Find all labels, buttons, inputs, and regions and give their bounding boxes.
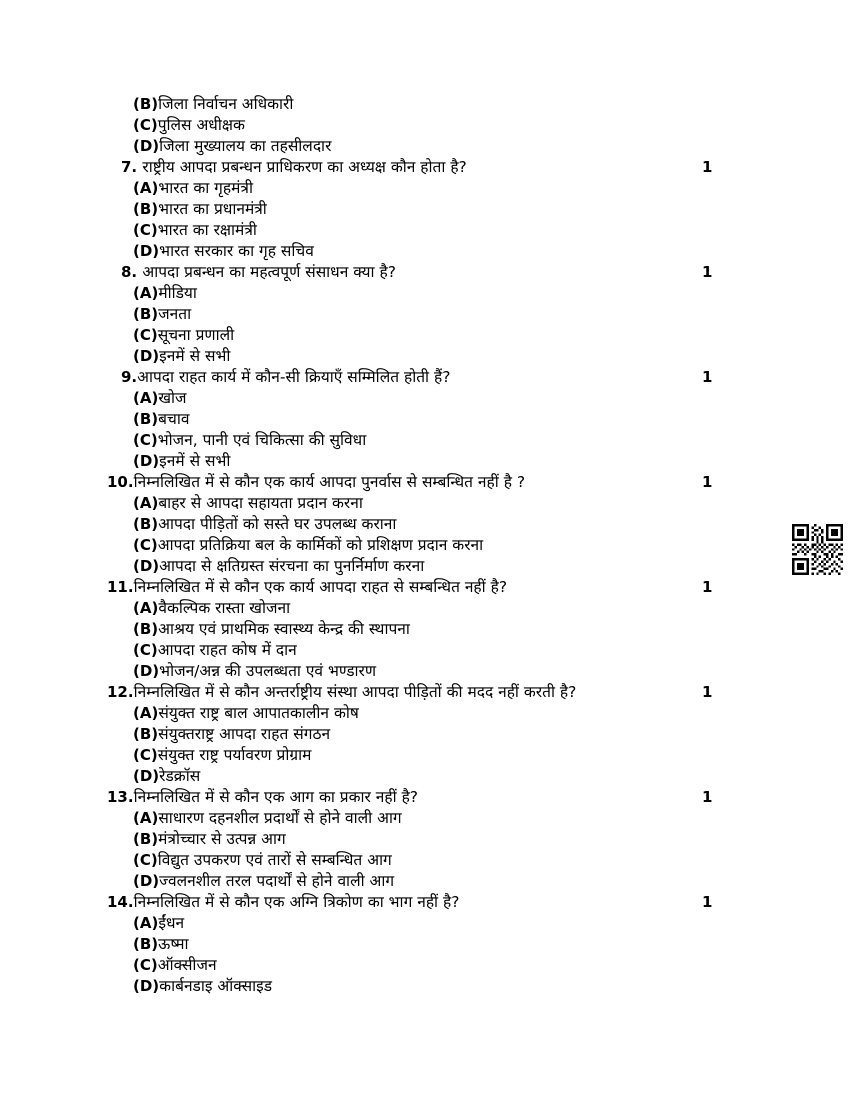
option-text: भारत का रक्षामंत्री: [157, 221, 257, 239]
option-label: (D): [133, 347, 160, 365]
question-line: [0, 367, 850, 388]
question-line: [0, 157, 850, 178]
question-number: 7.: [121, 158, 143, 176]
question-text: निम्नलिखित में से कौन एक आग का प्रकार नहीं है?: [133, 788, 419, 806]
option-text: ऊष्मा: [158, 935, 189, 953]
question-text: निम्नलिखित में से कौन एक अग्नि त्रिकोण का भाग नहीं है?: [133, 893, 460, 911]
option-line: [0, 829, 850, 850]
option-label: (B): [133, 620, 159, 638]
option-label: (C): [133, 536, 158, 554]
option-label: (A): [133, 284, 159, 302]
option-line: [0, 850, 850, 871]
option-line: [0, 598, 850, 619]
option-label: (B): [133, 515, 159, 533]
option-label: (D): [133, 977, 160, 995]
option-text: कार्बनडाइ ऑक्साइड: [159, 977, 272, 995]
option-line: [0, 94, 850, 115]
question-line: [0, 577, 850, 598]
option-label: (D): [133, 452, 160, 470]
option-text: भोजन, पानी एवं चिकित्सा की सुविधा: [157, 431, 367, 449]
option-label: (C): [133, 326, 158, 344]
option-label: (A): [133, 809, 159, 827]
question-number: 8.: [121, 263, 143, 281]
option-line: [0, 808, 850, 829]
option-text: मीडिया: [158, 284, 197, 302]
option-line: [0, 409, 850, 430]
option-text: ज्वलनशील तरल पदार्थों से होने वाली आग: [159, 872, 395, 890]
question-number: 11.: [107, 578, 134, 596]
option-text: इनमें से सभी: [159, 452, 231, 470]
marks-value: 1: [702, 788, 713, 806]
option-line: [0, 136, 850, 157]
option-label: (D): [133, 137, 160, 155]
option-label: (A): [133, 704, 159, 722]
option-line: [0, 241, 850, 262]
option-label: (A): [133, 389, 159, 407]
question-text: निम्नलिखित में से कौन एक कार्य आपदा राहत से सम्बन्धित नहीं है?: [133, 578, 508, 596]
option-text: जनता: [158, 305, 192, 323]
option-text: भोजन/अन्न की उपलब्धता एवं भण्डारण: [159, 662, 377, 680]
option-line: [0, 220, 850, 241]
option-label: (A): [133, 179, 159, 197]
option-label: (D): [133, 767, 160, 785]
option-label: (A): [133, 494, 159, 512]
marks-value: 1: [702, 683, 713, 701]
question-line: [0, 472, 850, 493]
question-number: 12.: [107, 683, 134, 701]
marks-value: 1: [702, 473, 713, 491]
option-text: सूचना प्रणाली: [157, 326, 235, 344]
option-line: [0, 283, 850, 304]
option-label: (B): [133, 725, 159, 743]
option-line: [0, 976, 850, 997]
question-number: 14.: [107, 893, 134, 911]
option-label: (B): [133, 410, 159, 428]
marks-value: 1: [702, 578, 713, 596]
option-line: [0, 913, 850, 934]
option-line: [0, 451, 850, 472]
question-text: आपदा राहत कार्य में कौन-सी क्रियाएँ सम्मिलित होती हैं?: [137, 368, 451, 386]
option-text: जिला मुख्यालय का तहसीलदार: [159, 137, 332, 155]
question-line: [0, 787, 850, 808]
option-line: [0, 535, 850, 556]
option-text: भारत का गृहमंत्री: [158, 179, 253, 197]
option-line: [0, 493, 850, 514]
option-text: भारत का प्रधानमंत्री: [158, 200, 267, 218]
option-text: जिला निर्वाचन अधिकारी: [158, 95, 294, 113]
option-line: [0, 514, 850, 535]
option-label: (C): [133, 116, 158, 134]
option-text: खोज: [158, 389, 187, 407]
option-line: [0, 346, 850, 367]
option-text: संयुक्त राष्ट्र बाल आपातकालीन कोष: [158, 704, 359, 722]
option-label: (D): [133, 872, 160, 890]
option-line: [0, 871, 850, 892]
option-text: संयुक्तराष्ट्र आपदा राहत संगठन: [158, 725, 331, 743]
option-text: रेडक्रॉस: [159, 767, 201, 785]
marks-value: 1: [702, 368, 713, 386]
option-text: आश्रय एवं प्राथमिक स्वास्थ्य केन्द्र की स्थापना: [158, 620, 410, 638]
marks-value: 1: [702, 158, 713, 176]
option-label: (C): [133, 641, 158, 659]
option-label: (D): [133, 242, 160, 260]
option-label: (B): [133, 935, 159, 953]
option-text: इनमें से सभी: [159, 347, 231, 365]
option-text: ऑक्सीजन: [157, 956, 217, 974]
questions-area: [0, 94, 850, 997]
option-line: [0, 766, 850, 787]
option-label: (A): [133, 914, 159, 932]
question-number: 9.: [121, 368, 138, 386]
qr-code: [792, 524, 843, 575]
option-label: (D): [133, 557, 160, 575]
question-line: [0, 892, 850, 913]
option-line: [0, 199, 850, 220]
option-text: पुलिस अधीक्षक: [157, 116, 245, 134]
question-text: आपदा प्रबन्धन का महत्वपूर्ण संसाधन क्या है?: [142, 263, 396, 281]
option-text: आपदा से क्षतिग्रस्त संरचना का पुनर्निर्माण करना: [159, 557, 425, 575]
question-line: [0, 262, 850, 283]
option-text: आपदा प्रतिक्रिया बल के कार्मिकों को प्रशिक्षण प्रदान करना: [157, 536, 484, 554]
option-line: [0, 388, 850, 409]
option-text: बचाव: [158, 410, 190, 428]
option-label: (C): [133, 431, 158, 449]
option-label: (A): [133, 599, 159, 617]
option-line: [0, 955, 850, 976]
option-line: [0, 745, 850, 766]
option-line: [0, 304, 850, 325]
option-line: [0, 430, 850, 451]
option-text: वैकल्पिक रास्ता खोजना: [158, 599, 291, 617]
option-text: आपदा पीड़ितों को सस्ते घर उपलब्ध कराना: [158, 515, 397, 533]
option-line: [0, 703, 850, 724]
option-label: (C): [133, 221, 158, 239]
option-line: [0, 619, 850, 640]
question-line: [0, 682, 850, 703]
question-text: निम्नलिखित में से कौन अन्तर्राष्ट्रीय संस्था आपदा पीड़ितों की मदद नहीं करती है?: [133, 683, 577, 701]
marks-value: 1: [702, 893, 713, 911]
option-line: [0, 556, 850, 577]
option-text: साधारण दहनशील प्रदार्थों से होने वाली आग: [158, 809, 402, 827]
option-line: [0, 325, 850, 346]
option-label: (D): [133, 662, 160, 680]
option-label: (B): [133, 95, 159, 113]
option-label: (B): [133, 830, 159, 848]
question-text: राष्ट्रीय आपदा प्रबन्धन प्राधिकरण का अध्यक्ष कौन होता है?: [142, 158, 467, 176]
option-text: विद्युत उपकरण एवं तारों से सम्बन्धित आग: [157, 851, 392, 869]
option-label: (B): [133, 200, 159, 218]
option-line: [0, 115, 850, 136]
question-number: 13.: [107, 788, 134, 806]
option-line: [0, 640, 850, 661]
option-line: [0, 934, 850, 955]
option-line: [0, 661, 850, 682]
option-text: संयुक्त राष्ट्र पर्यावरण प्रोग्राम: [157, 746, 312, 764]
option-label: (C): [133, 956, 158, 974]
option-label: (B): [133, 305, 159, 323]
option-label: (C): [133, 851, 158, 869]
option-text: ईंधन: [158, 914, 185, 932]
option-text: आपदा राहत कोष में दान: [157, 641, 297, 659]
option-text: बाहर से आपदा सहायता प्रदान करना: [158, 494, 363, 512]
option-text: मंत्रोच्चार से उत्पन्न आग: [158, 830, 286, 848]
option-text: भारत सरकार का गृह सचिव: [159, 242, 314, 260]
option-line: [0, 178, 850, 199]
option-line: [0, 724, 850, 745]
option-label: (C): [133, 746, 158, 764]
marks-value: 1: [702, 263, 713, 281]
question-text: निम्नलिखित में से कौन एक कार्य आपदा पुनर्वास से सम्बन्धित नहीं है ?: [133, 473, 526, 491]
question-number: 10.: [107, 473, 134, 491]
